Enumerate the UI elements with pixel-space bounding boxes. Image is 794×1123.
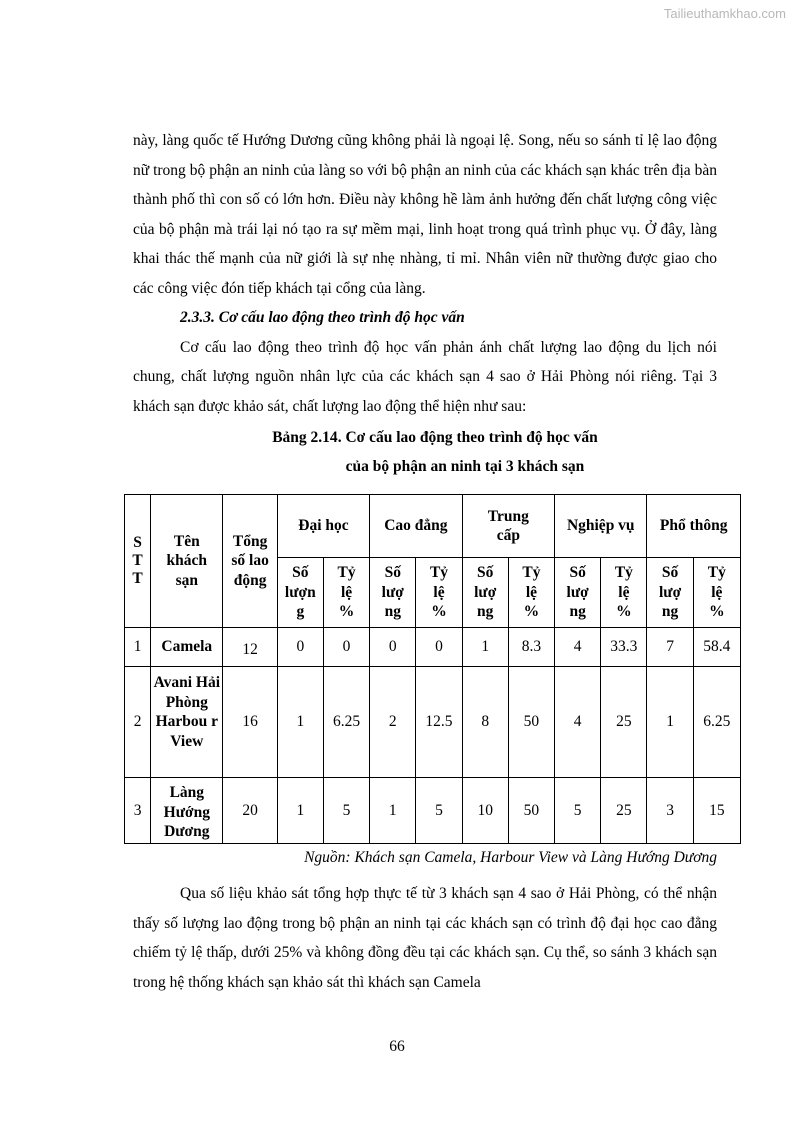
cell: 8 xyxy=(462,667,508,778)
cell: 33.3 xyxy=(601,628,647,667)
cell: 15 xyxy=(693,778,740,844)
cell-total: 20 xyxy=(223,778,277,844)
cell: 3 xyxy=(647,778,693,844)
subheader-count: Số lượ ng xyxy=(462,558,508,628)
cell: 50 xyxy=(508,778,554,844)
cell: 12.5 xyxy=(416,667,462,778)
table-title-text: . Cơ cấu lao động theo trình độ học vấn xyxy=(337,429,598,446)
header-total: Tổng số lao động xyxy=(223,495,277,628)
cell: 0 xyxy=(323,628,369,667)
cell: 1 xyxy=(462,628,508,667)
table-row xyxy=(125,628,741,667)
cell: 50 xyxy=(508,667,554,778)
cell: 1 xyxy=(370,778,416,844)
cell: 58.4 xyxy=(693,628,740,667)
watermark: Tailieuthamkhao.com xyxy=(663,6,786,21)
cell: 4 xyxy=(555,667,601,778)
header-group: Cao đẳng xyxy=(370,495,462,558)
cell: 0 xyxy=(416,628,462,667)
cell: 10 xyxy=(462,778,508,844)
cell-total: 12 xyxy=(223,628,277,667)
subheader-rate: Tỷ lệ % xyxy=(508,558,554,628)
cell: 25 xyxy=(601,667,647,778)
paragraph-3: Qua số liệu khảo sát tổng hợp thực tế từ 3 khách sạn 4 sao ở Hải Phòng, có thể nhận thấy số lượng lao động trong bộ phận an ninh tại các khách sạn có trình độ đại học cao đẳng chiếm tỷ lệ thấp, dưới 25% và không đồng đều tại các khách sạn. Cụ thể, so sánh 3 khách sạn trong hệ thống khách sạn khảo sát thì khách sạn Camela xyxy=(133,885,717,991)
cell: 6.25 xyxy=(323,667,369,778)
cell: 7 xyxy=(647,628,693,667)
cell: 1 xyxy=(277,667,323,778)
subheader-count: Số lượ ng xyxy=(370,558,416,628)
subheader-count: Số lượ ng xyxy=(555,558,601,628)
cell: 6.25 xyxy=(693,667,740,778)
cell-name: Làng Hướng Dương xyxy=(151,778,223,844)
cell-name: Camela xyxy=(151,628,223,667)
header-group: Nghiệp vụ xyxy=(555,495,647,558)
cell: 1 xyxy=(277,778,323,844)
header-group: Phổ thông xyxy=(647,495,741,558)
education-table xyxy=(124,494,741,844)
cell: 5 xyxy=(555,778,601,844)
page-number: 66 xyxy=(389,1038,405,1055)
table-title-line-2: của bộ phận an ninh tại 3 khách sạn xyxy=(345,458,585,475)
subheader-count: Số lượ ng xyxy=(647,558,693,628)
cell-stt: 1 xyxy=(125,628,151,667)
subheader-rate: Tỷ lệ % xyxy=(693,558,740,628)
cell: 25 xyxy=(601,778,647,844)
header-name: Tên khách sạn xyxy=(151,495,223,628)
cell-stt: 3 xyxy=(125,778,151,844)
cell: 5 xyxy=(323,778,369,844)
cell: 4 xyxy=(555,628,601,667)
cell: 0 xyxy=(277,628,323,667)
table-source: Nguồn: Khách sạn Camela, Harbour View và Làng Hướng Dương xyxy=(304,849,717,866)
table-label: Bảng 2.14 xyxy=(272,429,338,446)
subheader-rate: Tỷ lệ % xyxy=(416,558,462,628)
cell: 5 xyxy=(416,778,462,844)
section-heading: 2.3.3. Cơ cấu lao động theo trình độ học vấn xyxy=(180,309,465,326)
header-group: Trung cấp xyxy=(462,495,554,558)
cell-stt: 2 xyxy=(125,667,151,778)
table-title-line-1 xyxy=(153,423,717,452)
cell: 0 xyxy=(370,628,416,667)
table-row xyxy=(125,778,741,844)
subheader-rate: Tỷ lệ % xyxy=(601,558,647,628)
paragraph-1: này, làng quốc tế Hướng Dương cũng không phải là ngoại lệ. Song, nếu so sánh tỉ lệ lao động nữ trong bộ phận an ninh của làng so với bộ phận an ninh của các khách sạn khác trên địa bàn thành phố thì con số có lớn hơn. Điều này không hề làm ảnh hưởng đến chất lượng công việc của bộ phận mà trái lại nó tạo ra sự mềm mại, linh hoạt trong quá trình phục vụ. Ở đây, làng khai thác thế mạnh của nữ giới là sự nhẹ nhàng, tỉ mỉ. Nhân viên nữ thường được giao cho các công việc đón tiếp khách tại cổng của làng. xyxy=(133,132,717,297)
cell: 2 xyxy=(370,667,416,778)
header-group: Đại học xyxy=(277,495,369,558)
table-row xyxy=(125,667,741,778)
header-stt: S T T xyxy=(125,495,151,628)
body-top xyxy=(133,126,717,481)
cell: 1 xyxy=(647,667,693,778)
cell-total: 16 xyxy=(223,667,277,778)
body-bottom xyxy=(133,879,717,997)
cell: 8.3 xyxy=(508,628,554,667)
paragraph-2: Cơ cấu lao động theo trình độ học vấn phản ánh chất lượng lao động du lịch nói chung, chất lượng nguồn nhân lực của các khách sạn 4 sao ở Hải Phòng nói riêng. Tại 3 khách sạn được khảo sát, chất lượng lao động thể hiện như sau: xyxy=(133,338,717,415)
subheader-count: Số lượn g xyxy=(277,558,323,628)
cell-name: Avani Hải Phòng Harbou r View xyxy=(151,667,223,778)
subheader-rate: Tỷ lệ % xyxy=(323,558,369,628)
